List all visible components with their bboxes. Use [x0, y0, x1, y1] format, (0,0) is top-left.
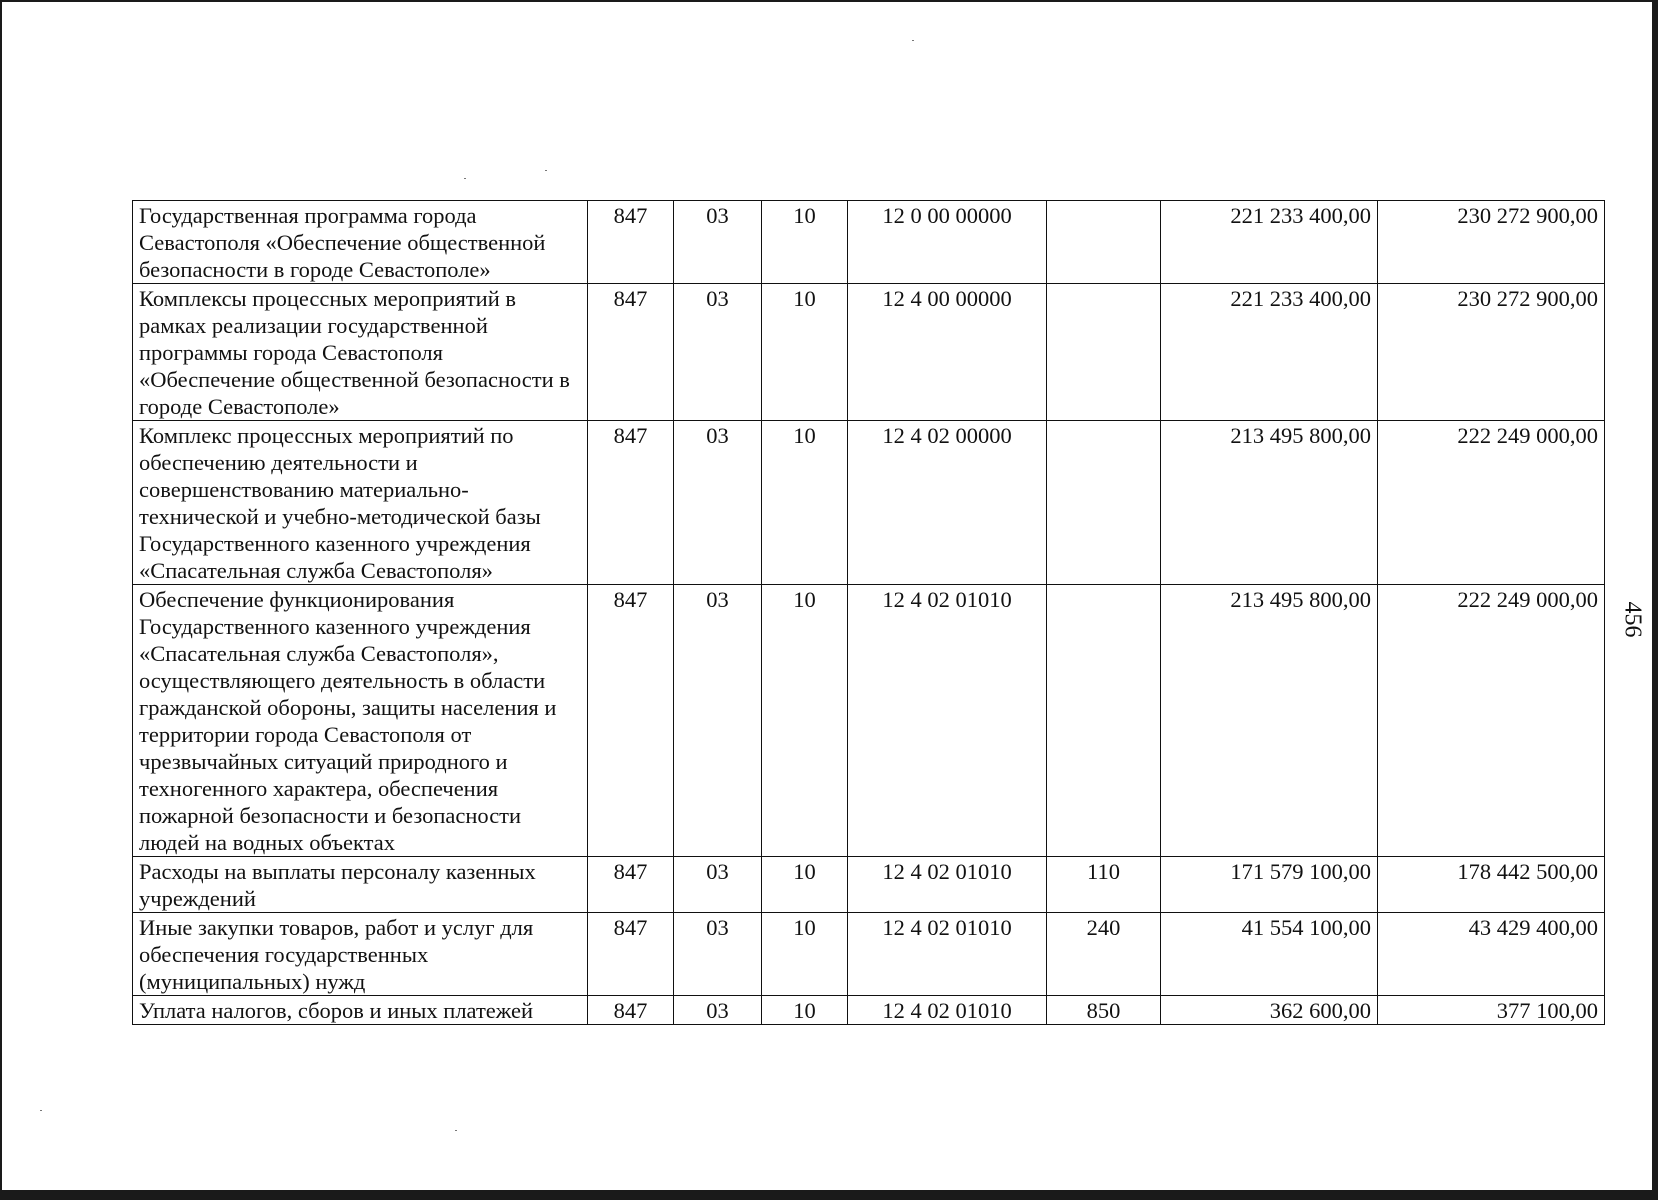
table-row — [133, 913, 1605, 996]
row-name: Иные закупки товаров, работ и услуг для обеспечения государственных (муниципальных) нужд — [133, 913, 588, 996]
row-name: Комплекс процессных мероприятий по обеспечению деятельности и совершенствованию материально-технической и учебно-методической базы Государственного казенного учреждения «Спасательная служба Севастополя» — [133, 421, 588, 585]
scan-speck — [40, 1110, 42, 1111]
row-name: Обеспечение функционирования Государственного казенного учреждения «Спасательная служба Севастополя», осуществляющего деятельность в области гражданской обороны, защиты населения и территории города Севастополя от чрезвычайных ситуаций природного и техногенного характера, обеспечения пожарной безопасности и безопасности людей на водных объектах — [133, 585, 588, 857]
row-csr: 12 4 02 01010 — [848, 996, 1047, 1025]
row-sum-2: 178 442 500,00 — [1378, 857, 1605, 913]
row-name: Комплексы процессных мероприятий в рамках реализации государственной программы города Севастополя «Обеспечение общественной безопасности в городе Севастополе» — [133, 284, 588, 421]
row-csr: 12 4 02 01010 — [848, 913, 1047, 996]
row-rz: 03 — [674, 913, 762, 996]
scan-edge-left — [0, 0, 2, 1200]
row-rz: 03 — [674, 857, 762, 913]
scan-speck — [455, 1130, 457, 1131]
row-ved: 847 — [588, 201, 674, 284]
row-rz: 03 — [674, 421, 762, 585]
page-number: 456 — [1619, 601, 1646, 638]
row-pr: 10 — [762, 913, 848, 996]
row-vr — [1047, 201, 1161, 284]
row-sum-1: 221 233 400,00 — [1161, 284, 1378, 421]
table-row — [133, 201, 1605, 284]
row-ved: 847 — [588, 421, 674, 585]
row-sum-2: 222 249 000,00 — [1378, 421, 1605, 585]
row-sum-2: 377 100,00 — [1378, 996, 1605, 1025]
row-vr: 240 — [1047, 913, 1161, 996]
row-sum-1: 221 233 400,00 — [1161, 201, 1378, 284]
row-vr: 850 — [1047, 996, 1161, 1025]
row-ved: 847 — [588, 913, 674, 996]
row-rz: 03 — [674, 585, 762, 857]
row-sum-2: 43 429 400,00 — [1378, 913, 1605, 996]
row-sum-1: 41 554 100,00 — [1161, 913, 1378, 996]
row-rz: 03 — [674, 996, 762, 1025]
table-row — [133, 421, 1605, 585]
row-name: Уплата налогов, сборов и иных платежей — [133, 996, 588, 1025]
row-name: Государственная программа города Севастополя «Обеспечение общественной безопасности в городе Севастополе» — [133, 201, 588, 284]
row-sum-1: 213 495 800,00 — [1161, 421, 1378, 585]
scan-speck — [912, 40, 914, 41]
row-pr: 10 — [762, 857, 848, 913]
row-ved: 847 — [588, 857, 674, 913]
table-row — [133, 585, 1605, 857]
row-vr — [1047, 284, 1161, 421]
budget-table — [132, 200, 1605, 1025]
row-sum-1: 213 495 800,00 — [1161, 585, 1378, 857]
table-row — [133, 857, 1605, 913]
row-csr: 12 4 02 01010 — [848, 857, 1047, 913]
row-name: Расходы на выплаты персоналу казенных учреждений — [133, 857, 588, 913]
row-sum-2: 230 272 900,00 — [1378, 284, 1605, 421]
row-sum-2: 222 249 000,00 — [1378, 585, 1605, 857]
table-row — [133, 996, 1605, 1025]
row-csr: 12 4 02 01010 — [848, 585, 1047, 857]
row-ved: 847 — [588, 996, 674, 1025]
row-pr: 10 — [762, 421, 848, 585]
scan-edge-right — [1652, 0, 1658, 1200]
row-csr: 12 0 00 00000 — [848, 201, 1047, 284]
row-rz: 03 — [674, 201, 762, 284]
row-vr — [1047, 585, 1161, 857]
row-sum-2: 230 272 900,00 — [1378, 201, 1605, 284]
row-csr: 12 4 02 00000 — [848, 421, 1047, 585]
row-csr: 12 4 00 00000 — [848, 284, 1047, 421]
row-sum-1: 171 579 100,00 — [1161, 857, 1378, 913]
scan-speck — [545, 170, 547, 171]
row-rz: 03 — [674, 284, 762, 421]
row-ved: 847 — [588, 585, 674, 857]
row-vr — [1047, 421, 1161, 585]
scan-edge-top — [0, 0, 1658, 2]
row-pr: 10 — [762, 996, 848, 1025]
table-row — [133, 284, 1605, 421]
scan-speck — [464, 178, 466, 179]
scan-edge-bottom — [0, 1190, 1658, 1200]
row-pr: 10 — [762, 585, 848, 857]
row-pr: 10 — [762, 201, 848, 284]
row-pr: 10 — [762, 284, 848, 421]
row-ved: 847 — [588, 284, 674, 421]
row-sum-1: 362 600,00 — [1161, 996, 1378, 1025]
row-vr: 110 — [1047, 857, 1161, 913]
